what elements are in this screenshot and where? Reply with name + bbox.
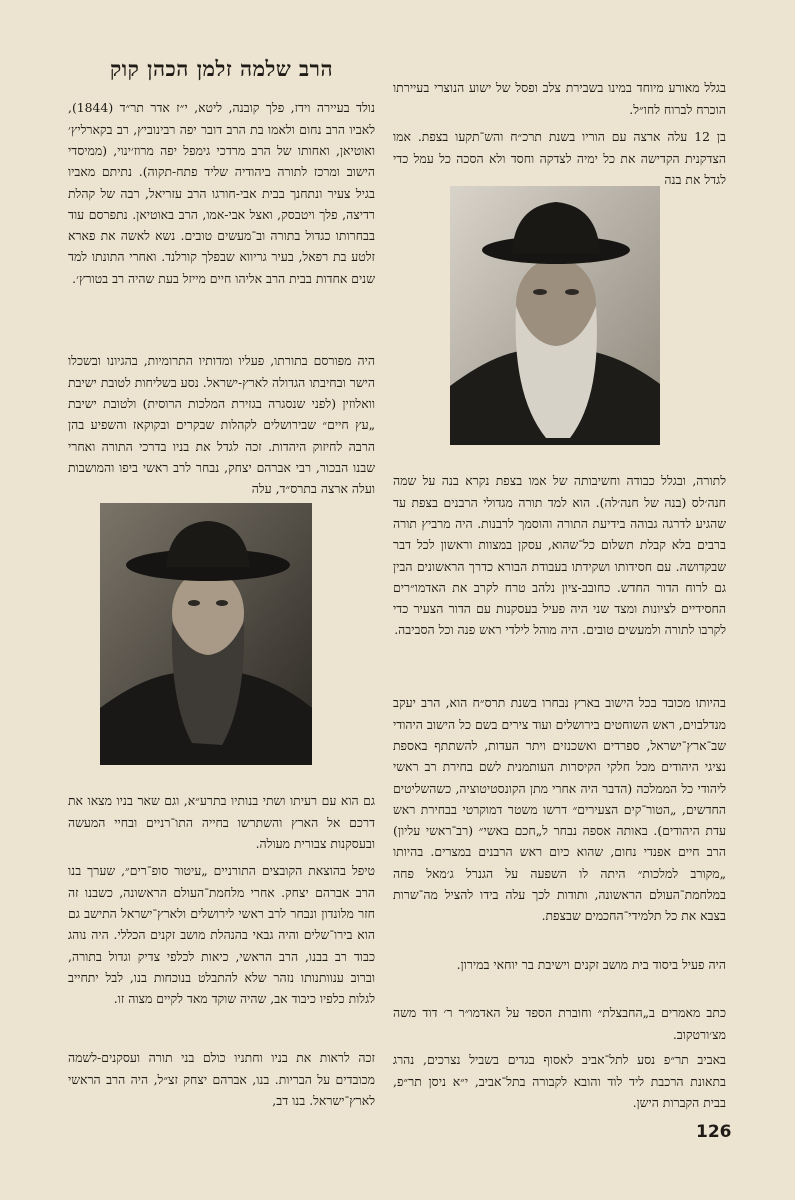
portrait-photo-right [450,186,660,445]
right-paragraph-2: בן 12 עלה ארצה עם הוריו בשנת תרכ״ח והש־תקעו בצפת. אמו הצדקנית הקדישה את כל ימיה לצדקה וחסד ולא הסכה כל עמל כדי לגדל את בנה [393,129,726,187]
right-paragraph-5: היה פעיל ביסוד בית מושב זקנים וישיבת בר יוחאי במירון. [456,957,726,973]
right-paragraph-3: לתורה, ובגלל כבודה וחשיבותה של אמו בצפת נקרא בנה על שמה חנה׳לס (בנה של חנה׳לה). הוא למד תורה מגדולי הרבנים בצפת עד שהגיע לדרגה גבוהה בידיעת התורה והוסמך לרבנות. היה מרביץ תורה ברבים בלא קבלת תשלום כל־שהוא, עסקן במצוות וראשון לכל דבר שבקדושה. עם חסידותו ושקידתו בעבודת הבורא כדרך הראשונים הבין גם לרוח הדור החדש. כחובב-ציון נלהב טרח לקרב את האדמו״רים החסידיים לציונות ומצד שני היה פעיל בעסקנות עם הדור הצעיר כדי לקרבו לתורה ולמעשים טובים. היה מוהל לילדי ראש פנה וכל הסביבה. [393,473,726,638]
right-paragraph-7: באביב תר״פ נסע לתל־אביב לאסוף בגדים בשביל נצרכים, נהרג בתאונת הרכבת ליד לוד והובא לקבורה בתל־אביב, י״א ניסן תר״פ, בבית הקברות הישן. [393,1052,726,1110]
portrait-photo-left-image [100,503,312,765]
article-title: הרב שלמה זלמן הכהן קוק [109,56,334,81]
left-paragraph-1: נולד בעיירה וידז, פלך קובנה, ליטא, י״ז אדר תר״ד (1844), לאביו הרב נחום ולאמו בת הרב דובר יפה רבינוביץ, רב בקארליץ׳ ואוטיאן, ואחותו של הרב מרדכי גימפל יפה מרוז׳ינוי, (ממיסדי הישוב ומרכז לתורה ביהודיה שליד פתח-תקוה). נתיתם מאביו בגיל צעיר ונתחנך בבית אבי-חורגו הרב עזריאל, רבה של קהלת רדיצה, פלך ויטבסק, ואצל אבי-אמו, הרב באוטיאן. נתפרסם עוד בבחרותו כגדול בתורה וב־מעשים טובים. נשא לאשה את פארא זלטע בת רפאל, בעיר גריווא שבפלך קורלנד. ואחרי התונתו למד שנים אחדות בבית הרב אליהו חיים מייזל בעת שהיה רב בטורץ׳. [68,100,375,286]
left-paragraph-5: זכה לראות את בניו וחתניו כולם בני תורה ועסקנים-לשמה מכובדים על הבריות. בנו, אברהם יצחק זצ״ל, היה הרב הראשי לארץ־ישראל. בנו דב, [68,1050,375,1108]
page-number: 126 [696,1122,732,1142]
left-paragraph-4: טיפל בהוצאת הקובצים התורניים „עיטור סופ־רים״, שערך בנו הרב אברהם יצחק. אחרי מלחמת־העולם הראשונה, כשבנו זה חזר מלונדון ונבחר לרב ראשי לירושלים ולארץ־ישראל התישב גם הוא בירו־שלים והיה גבאי בהנהלת מושב זקנים הכללי. היה נוהג כבוד רב בבנו, הרב הראשי, כיאות לכלפי צדיק וגדול בתורה, וברוב ענוותנותו נזהר שלא להתבלט בנוכחות בנו, לבל יתחייב לגלות כלפיו כיבוד אב, שהיה שוקד מאד לקיים מצוה זו. [68,863,375,1007]
right-paragraph-6: כתב מאמרים ב„החבצלת״ וחוברת הספד על האדמו״ר ר׳ דוד משה מצ׳ורטקוב. [393,1005,726,1042]
right-paragraph-4: בהיותו מכובד בכל הישוב בארץ נבחרו בשנת תרס״ח הוא, הרב יעקב מנדלבוים, ראש השוחטים בירושלים ועוד צירים בשם כל הישוב היהודי שב־ארץ־ישראל, ספרדים ואשכנזים ויתר העדות, להשתתף באספת נציגי היהודים מכל חלקי הקיסרות העותמנית לשם בחירת רב ראשי ליהודי כל הממלכה (הדבר היה אחרי מתן הקונסטיטוציה, כשהשליטים החדשים, „הטור־קים הצעירים״ דרשו משטר דמוקרטי בבחירת ראש עדת היהודים). באותה אספה נבחר ל„חכם באשי״ (רב־ראשי עליון) הרב חיים אפנדי נחום, שהוא כיום ראש הרבנים במצרים. בהיותו „מקורב למלכות״ היתה לו השפעה על הגנרל ג׳מאל פחה במלחמת־העולם הראשונה, ותודות לכך עלה בידו להציל מה־שרות בצבא את כל תלמידי־החכמים שבצפת. [393,695,726,924]
portrait-photo-left [100,503,312,765]
left-paragraph-2: היה מפורסם בתורתו, פעליו ומדותיו התרומיות, בהגיונו ובשכלו הישר ובחיבתו הגדולה לארץ-ישראל. נסע בשליחות לטובת ישיבת וואלוזין (לפני שנסגרה בגזירת המלכות הרוסית) ולטובת ישיבת „עץ חיים״ שבירושלים לקהלות שבקרים ובקוקאז והשפיע בהן הרבה לחיזוק היהדות. זכה לגדל את בניו בדרכי התורה ואחרי שבנו הבכור, רבי אברהם יצחק, נבחר לרב ראשי ביפו והמושבות ועלה ארצה בתרס״ד, עלה [68,353,375,497]
portrait-photo-right-image [450,186,660,445]
left-paragraph-3: גם הוא עם רעיתו ושתי בנותיו בתרע״א, וגם שאר בניו מצאו את דרכם אל הארץ והשתרשו בחייה התו־רניים ובחיי המעשה ובעסקנות צבורית מעולה. [68,793,375,851]
right-paragraph-1: בגלל מאורע מיוחד במינו בשבירת צלב ופסל של ישוע הנוצרי בעיירתו הוכרח לברוח לחו״ל. [393,80,726,117]
